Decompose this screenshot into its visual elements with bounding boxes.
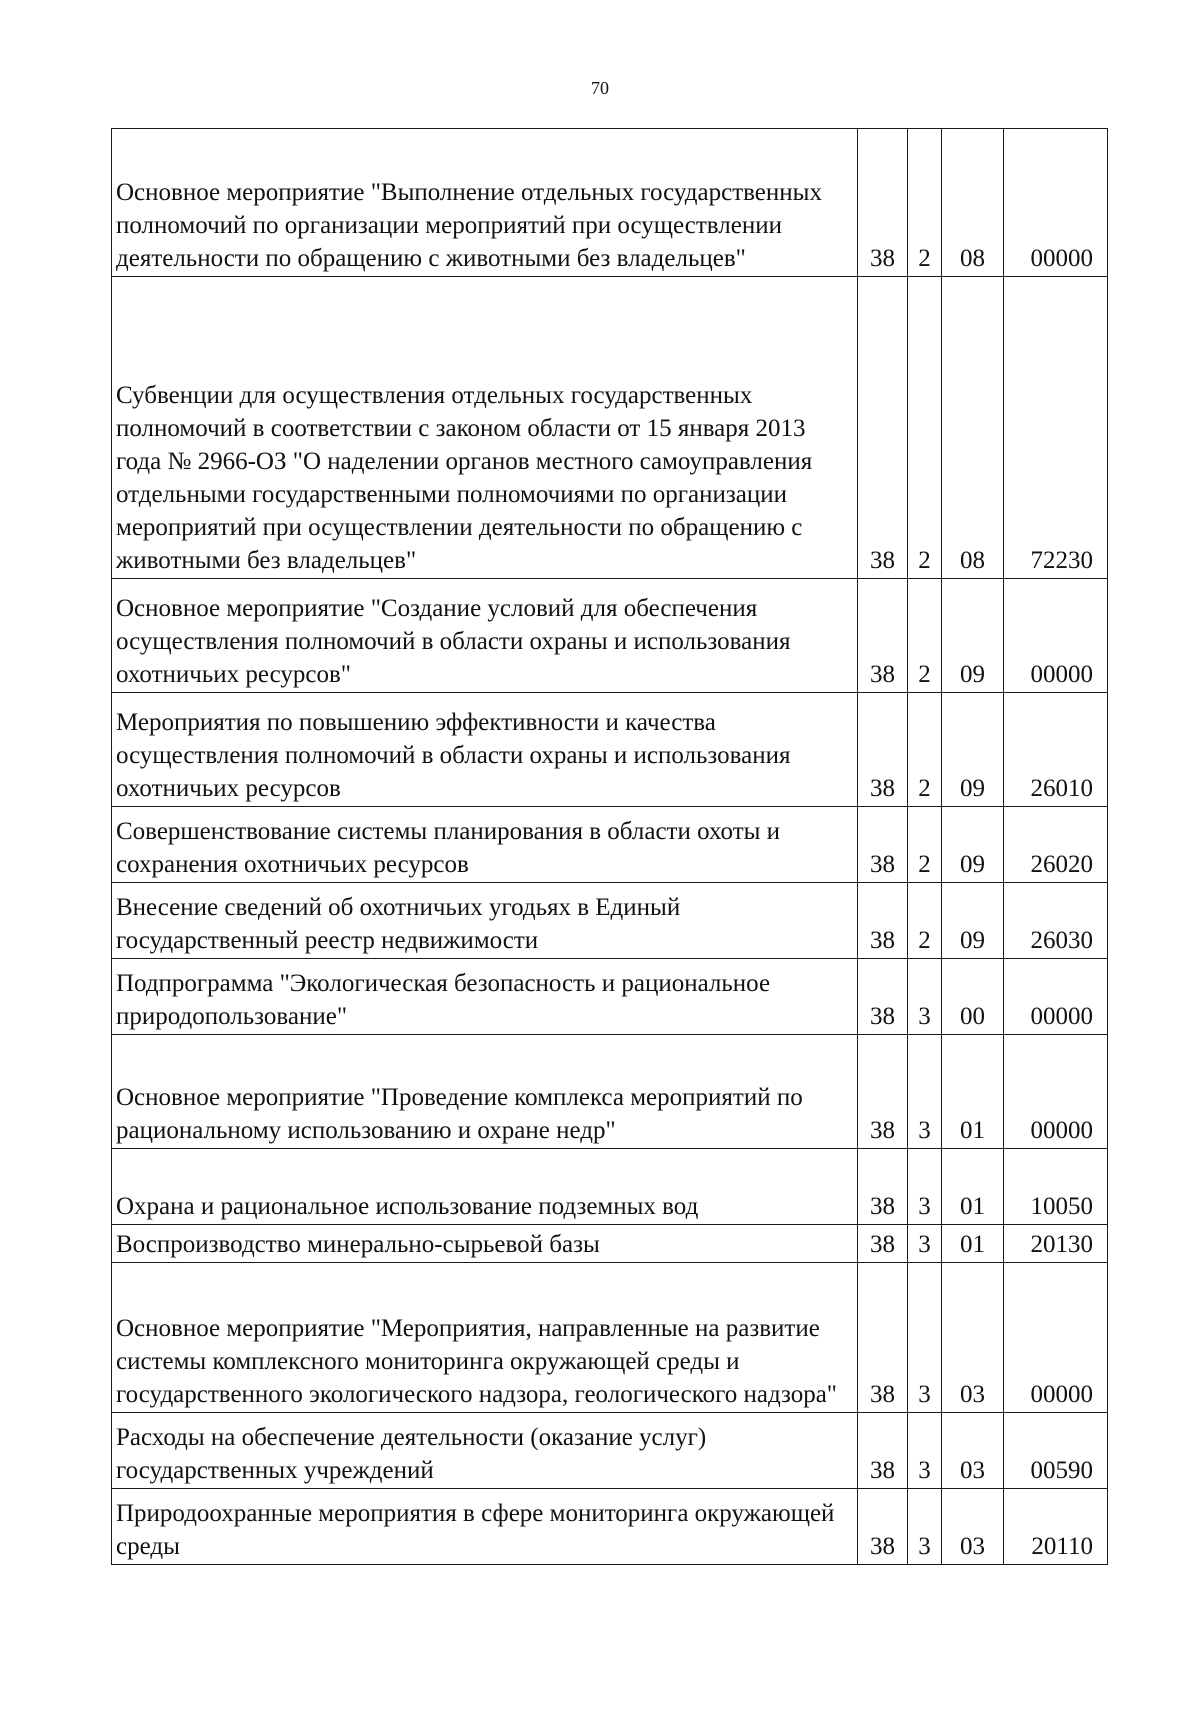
- table-row: [112, 807, 1108, 883]
- code-program: 38: [858, 277, 908, 579]
- code-direction: 26010: [1004, 693, 1108, 807]
- code-activity: 09: [942, 579, 1004, 693]
- code-program: 38: [858, 579, 908, 693]
- row-name: Воспроизводство минерально-сырьевой базы: [112, 1225, 858, 1263]
- row-name: Охрана и рациональное использование подземных вод: [112, 1149, 858, 1225]
- table-row: [112, 579, 1108, 693]
- row-name: Основное мероприятие "Выполнение отдельных государственных полномочий по организации мероприятий при осуществлении деятельности по обращению с животными без владельцев": [112, 129, 858, 277]
- code-activity: 03: [942, 1489, 1004, 1565]
- table-row: [112, 1263, 1108, 1413]
- code-program: 38: [858, 959, 908, 1035]
- table-row: [112, 1149, 1108, 1225]
- code-subprogram: 3: [908, 959, 942, 1035]
- code-subprogram: 3: [908, 1413, 942, 1489]
- code-program: 38: [858, 1149, 908, 1225]
- code-activity: 01: [942, 1225, 1004, 1263]
- code-activity: 08: [942, 129, 1004, 277]
- code-subprogram: 3: [908, 1489, 942, 1565]
- table-row: [112, 1035, 1108, 1149]
- table-row: [112, 883, 1108, 959]
- code-subprogram: 3: [908, 1149, 942, 1225]
- code-direction: 26030: [1004, 883, 1108, 959]
- code-subprogram: 3: [908, 1263, 942, 1413]
- row-name: Подпрограмма "Экологическая безопасность и рациональное природопользование": [112, 959, 858, 1035]
- code-activity: 00: [942, 959, 1004, 1035]
- code-program: 38: [858, 1035, 908, 1149]
- row-name: Основное мероприятие "Проведение комплекса мероприятий по рациональному использованию и охране недр": [112, 1035, 858, 1149]
- table-row: [112, 1225, 1108, 1263]
- code-program: 38: [858, 1489, 908, 1565]
- table-row: [112, 1489, 1108, 1565]
- code-direction: 10050: [1004, 1149, 1108, 1225]
- code-program: 38: [858, 693, 908, 807]
- code-subprogram: 3: [908, 1225, 942, 1263]
- code-direction: 72230: [1004, 277, 1108, 579]
- page-number: 70: [591, 78, 609, 98]
- table-row: [112, 1413, 1108, 1489]
- row-name: Мероприятия по повышению эффективности и качества осуществления полномочий в области охраны и использования охотничьих ресурсов: [112, 693, 858, 807]
- code-program: 38: [858, 1413, 908, 1489]
- code-direction: 00000: [1004, 1035, 1108, 1149]
- row-name: Основное мероприятие "Создание условий для обеспечения осуществления полномочий в области охраны и использования охотничьих ресурсов": [112, 579, 858, 693]
- code-subprogram: 2: [908, 807, 942, 883]
- code-activity: 09: [942, 693, 1004, 807]
- code-activity: 03: [942, 1263, 1004, 1413]
- code-direction: 20110: [1004, 1489, 1108, 1565]
- code-direction: 00000: [1004, 1263, 1108, 1413]
- code-direction: 20130: [1004, 1225, 1108, 1263]
- row-name: Субвенции для осуществления отдельных государственных полномочий в соответствии с законом области от 15 января 2013 года № 2966-ОЗ "О наделении органов местного самоуправления отдельными государственными полномочиями по организации мероприятий при осуществлении деятельности по обращению с животными без владельцев": [112, 277, 858, 579]
- table-row: [112, 129, 1108, 277]
- code-subprogram: 2: [908, 883, 942, 959]
- code-direction: 00000: [1004, 129, 1108, 277]
- code-direction: 00000: [1004, 959, 1108, 1035]
- table-row: [112, 959, 1108, 1035]
- code-activity: 01: [942, 1149, 1004, 1225]
- row-name: Расходы на обеспечение деятельности (оказание услуг) государственных учреждений: [112, 1413, 858, 1489]
- code-activity: 09: [942, 807, 1004, 883]
- code-direction: 00000: [1004, 579, 1108, 693]
- row-name: Внесение сведений об охотничьих угодьях в Единый государственный реестр недвижимости: [112, 883, 858, 959]
- code-activity: 03: [942, 1413, 1004, 1489]
- row-name: Совершенствование системы планирования в области охоты и сохранения охотничьих ресурсов: [112, 807, 858, 883]
- row-name: Основное мероприятие "Мероприятия, направленные на развитие системы комплексного мониторинга окружающей среды и государственного экологического надзора, геологического надзора": [112, 1263, 858, 1413]
- code-program: 38: [858, 129, 908, 277]
- code-subprogram: 3: [908, 1035, 942, 1149]
- code-activity: 09: [942, 883, 1004, 959]
- code-program: 38: [858, 1263, 908, 1413]
- table-row: [112, 277, 1108, 579]
- code-subprogram: 2: [908, 129, 942, 277]
- code-program: 38: [858, 883, 908, 959]
- code-direction: 26020: [1004, 807, 1108, 883]
- code-activity: 01: [942, 1035, 1004, 1149]
- code-direction: 00590: [1004, 1413, 1108, 1489]
- budget-classification-table: [111, 128, 1108, 1565]
- row-name: Природоохранные мероприятия в сфере мониторинга окружающей среды: [112, 1489, 858, 1565]
- code-subprogram: 2: [908, 277, 942, 579]
- code-subprogram: 2: [908, 693, 942, 807]
- table-row: [112, 693, 1108, 807]
- code-subprogram: 2: [908, 579, 942, 693]
- code-program: 38: [858, 1225, 908, 1263]
- code-activity: 08: [942, 277, 1004, 579]
- code-program: 38: [858, 807, 908, 883]
